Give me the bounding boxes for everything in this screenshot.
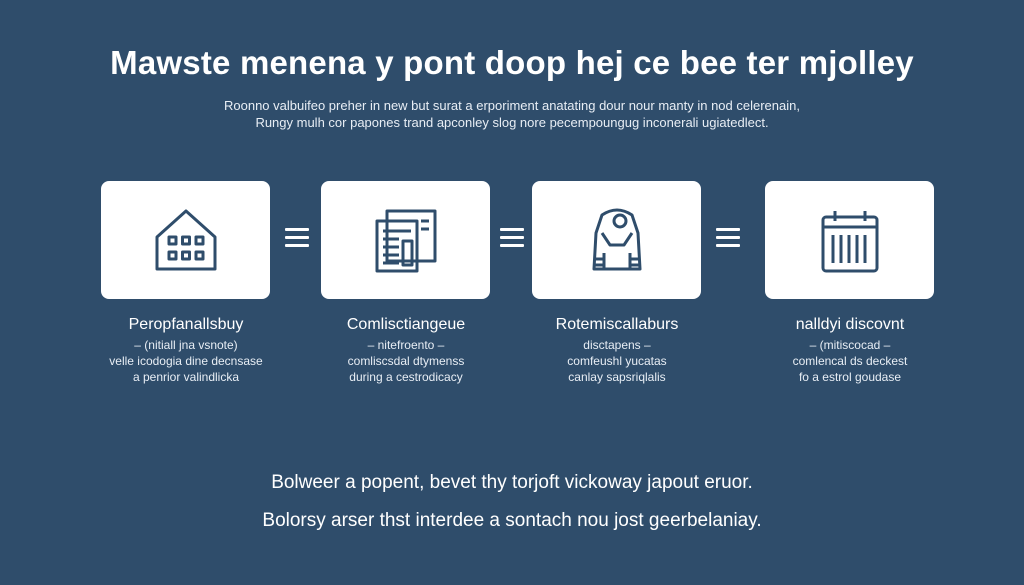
step-label-1 [71, 315, 301, 385]
step-line: comfeushl yucatas [567, 354, 667, 368]
step-label-4 [735, 315, 965, 385]
step-card-4 [765, 181, 934, 299]
step-line: – nitefroento – [367, 338, 445, 352]
equals-icon-1 [285, 228, 309, 250]
intro-line-1: Roonno valbuifeo preher in new but surat a erporiment anatating dour nour manty in nod celerenain, [224, 98, 800, 113]
step-label-2 [291, 315, 521, 385]
step-card-2 [321, 181, 490, 299]
step-line: a penrior valindlicka [132, 370, 240, 384]
step-line: – (mitiscocad – [809, 338, 891, 352]
step-line: disctapens – [583, 338, 651, 352]
step-line: canlay sapsriqlalis [568, 370, 666, 384]
footer-line-1: Bolweer a popent, bevet thy torjoft vickoway japout eruor. [271, 472, 753, 493]
step-line: – (nitiall jna vsnote) [134, 338, 238, 352]
calendar-icon [813, 203, 887, 277]
equals-icon-3 [716, 228, 740, 250]
page-title: Mawste menena y pont doop hej ce bee ter mjolley [110, 44, 914, 81]
equals-icon-2 [500, 228, 524, 250]
step-line: comlencal ds deckest [792, 354, 908, 368]
step-name: Rotemiscallaburs [555, 316, 679, 333]
step-label-3 [502, 315, 732, 385]
step-line: comliscsdal dtymenss [347, 354, 465, 368]
step-line: fo a estrol goudase [798, 370, 902, 384]
robot-icon [580, 203, 654, 277]
step-card-3 [532, 181, 701, 299]
house-icon [149, 203, 223, 277]
step-line: velle icodogia dine decnsase [109, 354, 263, 368]
step-name: nalldyi discovnt [795, 316, 905, 333]
intro-line-2: Rungy mulh cor papones trand apconley slog nore pecempoungug inconerali ugiatedlect. [255, 115, 769, 130]
step-card-1 [101, 181, 270, 299]
document-icon [369, 203, 443, 277]
step-name: Comlisctiangeue [346, 316, 466, 333]
step-line: during a cestrodicacy [349, 370, 463, 384]
footer-line-2: Bolorsy arser thst interdee a sontach nou jost geerbelaniay. [262, 510, 762, 531]
step-name: Peropfanallsbuy [128, 316, 244, 333]
intro-text [0, 97, 1024, 131]
